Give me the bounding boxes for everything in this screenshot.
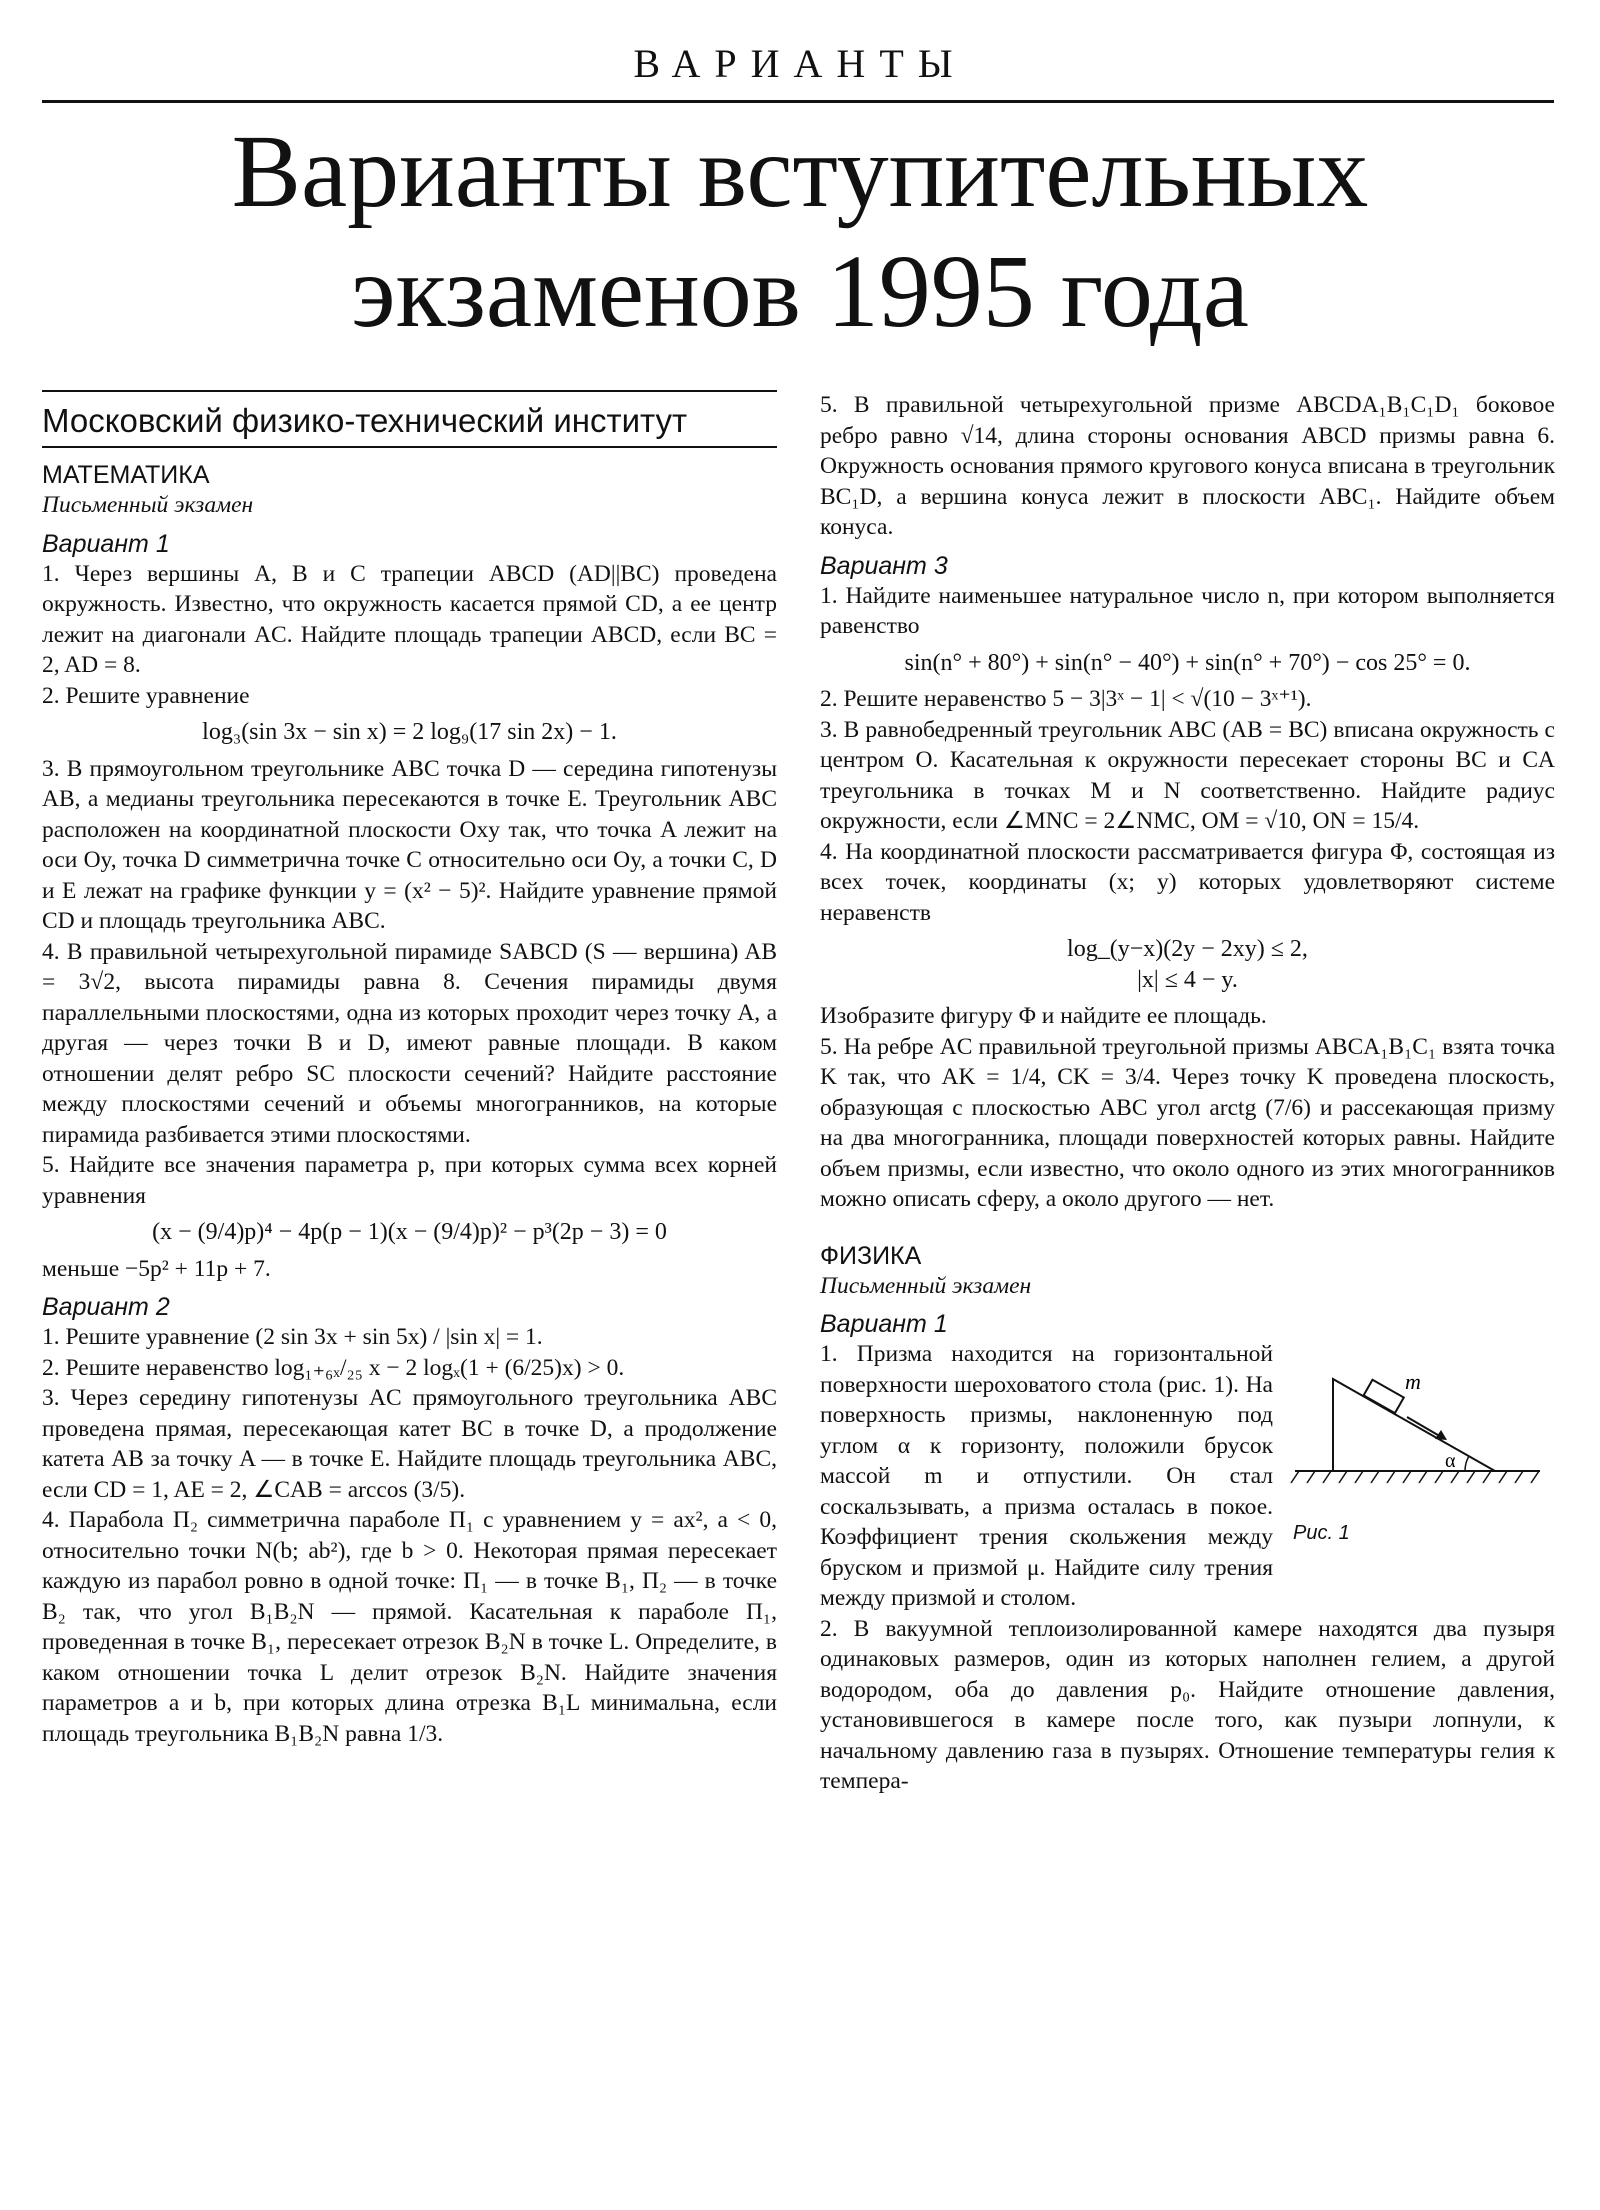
math-v3-problem-4: 4. На координатной плоскости рассматривается фигура Φ, состоящая из всех точек, координаты (x; y) которых удовлетворяют системе неравенств bbox=[820, 838, 1555, 926]
exam-type-physics: Письменный экзамен bbox=[820, 1272, 1032, 1299]
incline-diagram bbox=[1285, 1359, 1545, 1509]
math-v3-problem-3: 3. В равнобедренный треугольник ABC (AB = BC) вписана окружность с центром O. Касательная к окружности пересекает стороны BC и CA треугольника в точках M и N соответственно. Найдите радиус окружности, если ∠MNC = 2∠NMC, OM = √10, ON = 15/4. bbox=[820, 716, 1555, 834]
math-v1-formula-5: (x − (9/4)p)⁴ − 4p(p − 1)(x − (9/4)p)² − p³(2p − 3) = 0 bbox=[152, 1219, 667, 1245]
math-v1-formula-2: log₃(sin 3x − sin x) = 2 log₉(17 sin 2x) − 1. bbox=[202, 719, 617, 745]
math-variant-3-title: Вариант 3 bbox=[820, 551, 948, 580]
institution-name: Московский физико-технический институт bbox=[42, 402, 688, 439]
math-v2-problem-4: 4. Парабола П₂ симметрична параболе П₁ с уравнением y = ax², a < 0, относительно точки N(b; ab²), где b > 0. Некоторая прямая пересекает каждую из парабол ровно в одной точке: П₁ — в точке B₁, П₂ — в точке B₂ так, что угол B₁B₂N — прямой. Касательная к параболе П₁, проведенная в точке B₁, пересекает отрезок B₂N в точке L. Определите, в каком отношении точка L делит отрезок B₂N. Найдите значения параметров a и b, при которых длина отрезка B₁L минимальна, если площадь треугольника B₁B₂N равна 1/3. bbox=[42, 1507, 777, 1747]
math-v3-problem-4-tail: Изобразите фигуру Φ и найдите ее площадь. bbox=[820, 1003, 1267, 1029]
math-v2-problem-3: 3. Через середину гипотенузы AC прямоугольного треугольника ABC проведена прямая, пересекающая катет BC в точке D, а продолжение катета AB за точку A — в точке E. Найдите площадь треугольника ABC, если CD = 1, AE = 2, ∠CAB = arccos (3/5). bbox=[42, 1385, 777, 1503]
table-hatching bbox=[1291, 1471, 1539, 1483]
math-v1-problem-2: 2. Решите уравнение bbox=[42, 682, 250, 709]
math-v3-problem-1: 1. Найдите наименьшее натуральное число n, при котором выполняется равенство bbox=[820, 582, 1555, 639]
math-variant-1-title: Вариант 1 bbox=[42, 529, 170, 558]
mass-label: m bbox=[1405, 1369, 1421, 1394]
institution-rule-top bbox=[42, 390, 777, 392]
figure-caption: Рис. 1 bbox=[1293, 1521, 1350, 1544]
math-v3-problem-5: 5. На ребре AC правильной треугольной призмы ABCA₁B₁C₁ взята точка K так, что AK = 1/4, CK = 3/4. Через точку K проведена плоскость, образующая с плоскостью ABC угол arctg (7/6) и рассекающая призму на два многогранника, площади поверхностей которых равны. Найдите объем призмы, если известно, что около одного из этих многогранников можно описать сферу, а около другого — нет. bbox=[820, 1033, 1555, 1212]
math-v3-problem-2: 2. Решите неравенство 5 − 3|3ˣ − 1| < √(10 − 3ˣ⁺¹). bbox=[820, 686, 1312, 712]
math-v3-system-line-2: |x| ≤ 4 − y. bbox=[1137, 966, 1238, 993]
section-label: ВАРИАНТЫ bbox=[633, 41, 967, 86]
physics-v1-problem-1: 1. Призма находится на горизонтальной поверхности шероховатого стола (рис. 1). На поверхность призмы, наклоненную под углом α к горизонту, положили брусок массой m и отпустили. Он стал соскальзывать, а призма осталась в покое. Коэффициент трения скольжения между бруском и призмой μ. Найдите силу трения между призмой и столом. bbox=[820, 1341, 1273, 1611]
left-column bbox=[42, 390, 777, 1749]
institution-rule-bottom bbox=[42, 446, 777, 448]
motion-arrow bbox=[1407, 1417, 1443, 1438]
figure-1 bbox=[1285, 1339, 1555, 1614]
math-v1-problem-3: 3. В прямоугольном треугольнике ABC точка D — середина гипотенузы AB, а медианы треугольника пересекаются в точке E. Треугольник ABC расположен на координатной плоскости Oxy так, что точка A лежит на оси Oy, точка D симметрична точке C относительно оси Oy, а точки C, D и E лежат на графике функции y = (x² − 5)². Найдите уравнение прямой CD и площадь треугольника ABC. bbox=[42, 755, 777, 934]
header-rule bbox=[42, 100, 1554, 103]
right-column bbox=[820, 390, 1555, 1797]
math-v1-problem-4: 4. В правильной четырехугольной пирамиде SABCD (S — вершина) AB = 3√2, высота пирамиды равна 8. Сечения пирамиды двумя параллельными плоскостями, одна из которых проходит через точку A, а другая — через точки B и D, имеют равные площади. В каком отношении делят ребро SC плоскости сечений? Найдите расстояние между плоскостями сечений и объемы многогранников, на которые пирамида разбивается этими плоскостями. bbox=[42, 938, 777, 1148]
math-v2-problem-1: 1. Решите уравнение (2 sin 3x + sin 5x) / |sin x| = 1. bbox=[42, 1324, 543, 1350]
math-v1-problem-5: 5. Найдите все значения параметра p, при которых сумма всех корней уравнения bbox=[42, 1152, 777, 1209]
math-v3-system-line-1: log_(y−x)(2y − 2xy) ≤ 2, bbox=[1067, 936, 1308, 962]
physics-variant-1-title: Вариант 1 bbox=[820, 1310, 948, 1338]
physics-problem-1-block bbox=[820, 1339, 1555, 1614]
title-line-2: экзаменов 1995 года bbox=[351, 234, 1249, 349]
physics-v1-problem-2: 2. В вакуумной теплоизолированной камере находятся два пузыря одинаковых размеров, один из которых наполнен гелием, а другой водородом, оба до давления p₀. Найдите отношение давления, установившегося в камере после того, как пузыри лопнули, к начальному давлению газа в пузырях. Отношение температуры гелия к темпера- bbox=[820, 1615, 1555, 1794]
subject-math: МАТЕМАТИКА bbox=[42, 461, 210, 489]
math-v1-problem-5-tail: меньше −5p² + 11p + 7. bbox=[42, 1255, 271, 1282]
page-title bbox=[0, 112, 1600, 352]
math-v1-problem-1: 1. Через вершины A, B и C трапеции ABCD (AD||BC) проведена окружность. Известно, что окружность касается прямой CD, а ее центр лежит на диагонали AC. Найдите площадь трапеции ABCD, если BC = 2, AD = 8. bbox=[42, 560, 777, 678]
angle-label: α bbox=[1445, 1450, 1456, 1472]
subject-physics: ФИЗИКА bbox=[820, 1241, 922, 1270]
math-v2-problem-5: 5. В правильной четырехугольной призме ABCDA₁B₁C₁D₁ боковое ребро равно √14, длина стороны основания ABCD призмы равна 6. Окружность основания прямого кругового конуса вписана в треугольник BC₁D, а вершина конуса лежит в плоскости ABC₁. Найдите объем конуса. bbox=[820, 392, 1555, 540]
angle-arc bbox=[1465, 1456, 1469, 1471]
math-v2-problem-2: 2. Решите неравенство log₁₊₆ₓ/₂₅ x − 2 logₓ(1 + (6/25)x) > 0. bbox=[42, 1354, 625, 1381]
title-line-1: Варианты вступительных bbox=[231, 114, 1369, 229]
math-v3-system bbox=[820, 934, 1555, 995]
exam-type-math: Письменный экзамен bbox=[42, 492, 254, 518]
math-variant-2-title: Вариант 2 bbox=[42, 1293, 170, 1321]
math-v3-formula-1: sin(n° + 80°) + sin(n° − 40°) + sin(n° + 70°) − cos 25° = 0. bbox=[904, 649, 1471, 676]
